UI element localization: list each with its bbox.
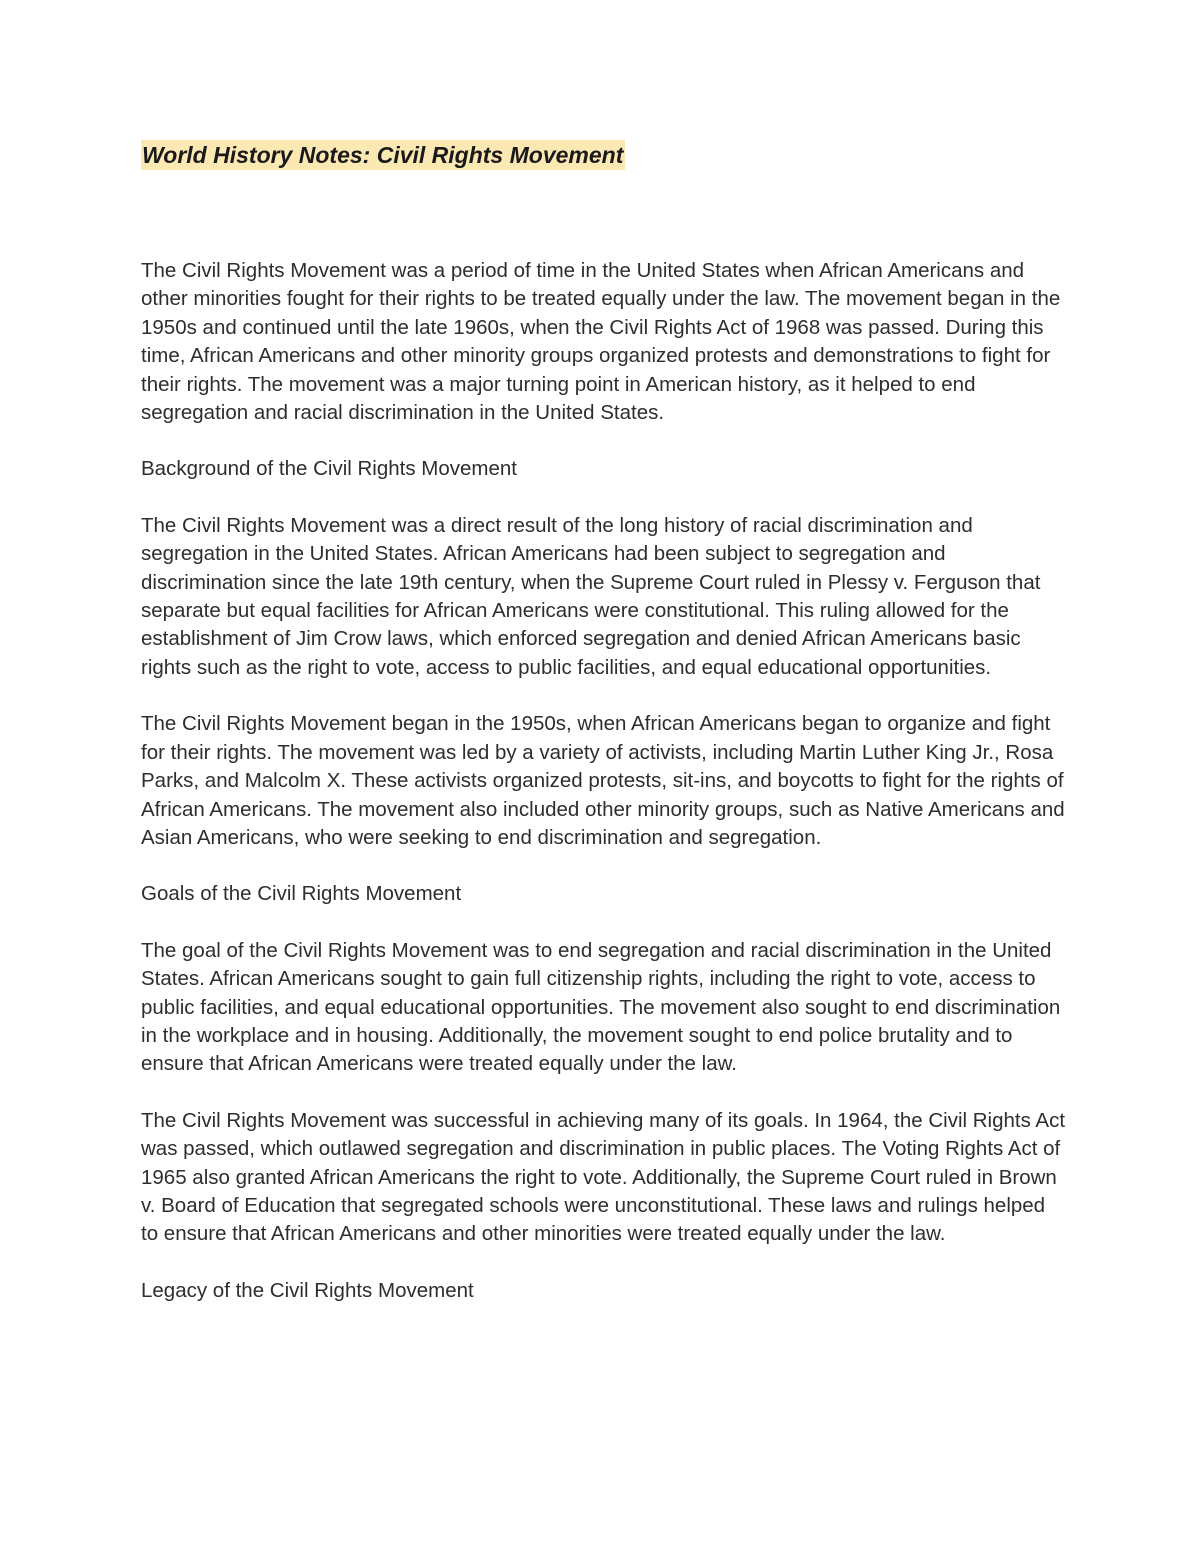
background-paragraph-2: The Civil Rights Movement began in the 1950s, when African Americans began to organize and fight for their rights. The movement was led by a variety of activists, including Martin Luther King Jr., Rosa Parks, and Malcolm X. These activists organized protests, sit-ins, and boycotts to fight for the rights of African Americans. The movement also included other minority groups, such as Native Americans and Asian Americans, who were seeking to end discrimination and segregation. <box>141 712 1065 849</box>
goals-paragraph-1: The goal of the Civil Rights Movement was to end segregation and racial discrimination in the United States. African Americans sought to gain full citizenship rights, including the right to vote, access to public facilities, and equal educational opportunities. The movement also sought to end discrimination in the workplace and in housing. Additionally, the movement sought to end police brutality and to ensure that African Americans were treated equally under the law. <box>141 938 1061 1076</box>
spacer <box>141 682 1066 710</box>
spacer <box>141 909 1066 937</box>
spacer <box>141 1079 1066 1107</box>
section-heading-legacy: Legacy of the Civil Rights Movement <box>141 1278 474 1302</box>
background-paragraph-1: The Civil Rights Movement was a direct result of the long history of racial discrimination and segregation in the United States. African Americans had been subject to segregation and discrimination since the late 19th century, when the Supreme Court ruled in Plessy v. Ferguson that separate but equal facilities for African Americans were constitutional. This ruling allowed for the establishment of Jim Crow laws, which enforced segregation and denied African Americans basic rights such as the right to vote, access to public facilities, and equal educational opportunities. <box>141 513 1041 679</box>
document-title: World History Notes: Civil Rights Movement <box>142 142 624 168</box>
spacer <box>141 1249 1066 1277</box>
section-heading-goals: Goals of the Civil Rights Movement <box>141 882 462 906</box>
spacer <box>141 484 1066 512</box>
document-body <box>141 257 1066 1305</box>
intro-paragraph: The Civil Rights Movement was a period of time in the United States when African Americans and other minorities fought for their rights to be treated equally under the law. The movement began in the 1950s and continued until the late 1960s, when the Civil Rights Act of 1968 was passed. During this time, African Americans and other minority groups organized protests and demonstrations to fight for their rights. The movement was a major turning point in American history, as it helped to end segregation and racial discrimination in the United States. <box>141 259 1061 425</box>
document-page <box>141 140 1066 1305</box>
goals-paragraph-2: The Civil Rights Movement was successful in achieving many of its goals. In 1964, the Civil Rights Act was passed, which outlawed segregation and discrimination in public places. The Voting Rights Act of 1965 also granted African Americans the right to vote. Additionally, the Supreme Court ruled in Brown v. Board of Education that segregated schools were unconstitutional. These laws and rulings helped to ensure that African Americans and other minorities were treated equally under the law. <box>141 1108 1066 1246</box>
spacer <box>141 852 1066 880</box>
spacer <box>141 427 1066 455</box>
section-heading-background: Background of the Civil Rights Movement <box>141 457 518 481</box>
